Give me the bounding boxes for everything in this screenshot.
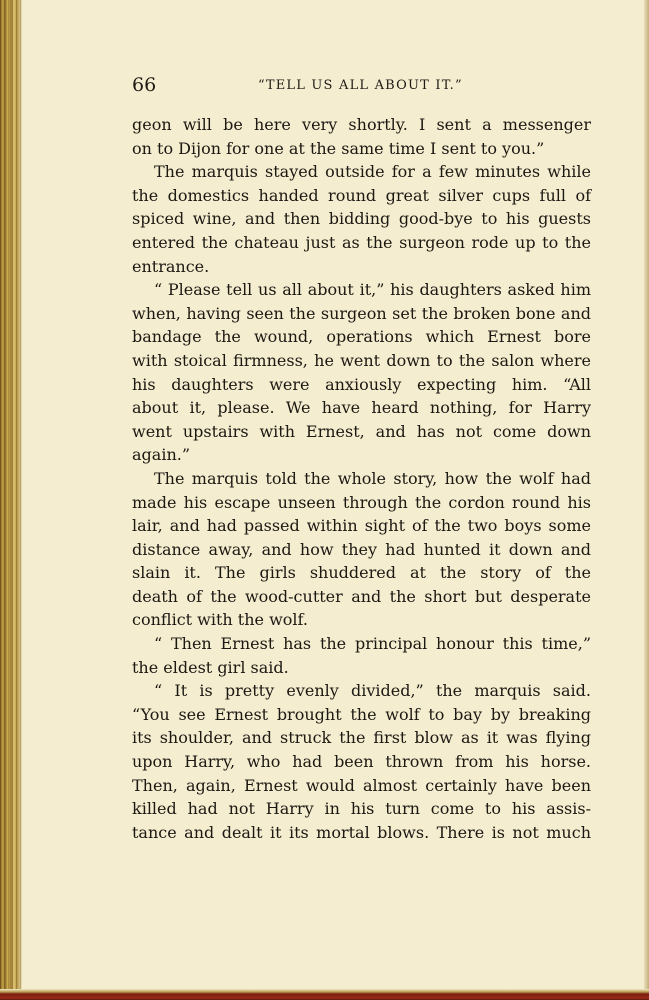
text-line: spiced wine, and then bidding good-bye to his guests	[132, 209, 591, 229]
text-line: went upstairs with Ernest, and has not come down	[132, 421, 591, 441]
text-line: The marquis told the whole story, how the wolf had	[154, 468, 591, 488]
text-line: conflict with the wolf.	[132, 610, 308, 630]
running-title: “TELL US ALL ABOUT IT.”	[258, 78, 463, 93]
text-line: The marquis stayed outside for a few minutes while	[154, 162, 591, 182]
text-line: lair, and had passed within sight of the two boys some	[132, 516, 591, 536]
text-line: killed had not Harry in his turn come to his assis-	[132, 799, 591, 819]
text-line: his daughters were anxiously expecting him. “All	[132, 374, 591, 394]
text-line: tance and dealt it its mortal blows. There is not much	[132, 822, 591, 842]
text-line: bandage the wound, operations which Ernest bore	[132, 327, 591, 347]
text-line: “You see Ernest brought the wolf to bay by breaking	[132, 704, 591, 724]
text-line: entrance.	[132, 256, 210, 276]
page-number: 66	[132, 74, 157, 96]
text-line: Then, again, Ernest would almost certainly have been	[132, 775, 591, 795]
book-binding-edge	[0, 0, 22, 1000]
text-line: about it, please. We have heard nothing, for Harry	[132, 398, 591, 418]
text-line: entered the chateau just as the surgeon rode up to the	[132, 232, 591, 252]
text-line: the domestics handed round great silver cups full of	[132, 185, 591, 205]
text-line: with stoical firmness, he went down to the salon where	[132, 350, 591, 370]
text-line: again.”	[132, 445, 191, 465]
text-line: made his escape unseen through the cordon round his	[132, 492, 591, 512]
text-line: “ Then Ernest has the principal honour this time,”	[154, 634, 591, 654]
text-line: when, having seen the surgeon set the broken bone and	[132, 303, 591, 323]
page-header	[132, 74, 592, 100]
text-line: the eldest girl said.	[132, 657, 289, 677]
text-line: geon will be here very shortly. I sent a messenger	[132, 115, 591, 134]
text-line: its shoulder, and struck the first blow as it was flying	[132, 728, 591, 748]
body-text	[132, 113, 591, 844]
text-line: death of the wood-cutter and the short but desperate	[132, 586, 591, 606]
page-right-edge	[644, 0, 649, 1000]
text-line: upon Harry, who had been thrown from his horse.	[132, 752, 591, 772]
page-bottom-edge	[0, 989, 649, 1000]
text-line: on to Dijon for one at the same time I sent to you.”	[132, 138, 545, 158]
text-line: slain it. The girls shuddered at the story of the	[132, 563, 591, 583]
text-line: distance away, and how they had hunted it down and	[132, 539, 591, 559]
text-line: “ Please tell us all about it,” his daughters asked him	[154, 280, 591, 300]
text-line: “ It is pretty evenly divided,” the marquis said.	[154, 681, 591, 701]
